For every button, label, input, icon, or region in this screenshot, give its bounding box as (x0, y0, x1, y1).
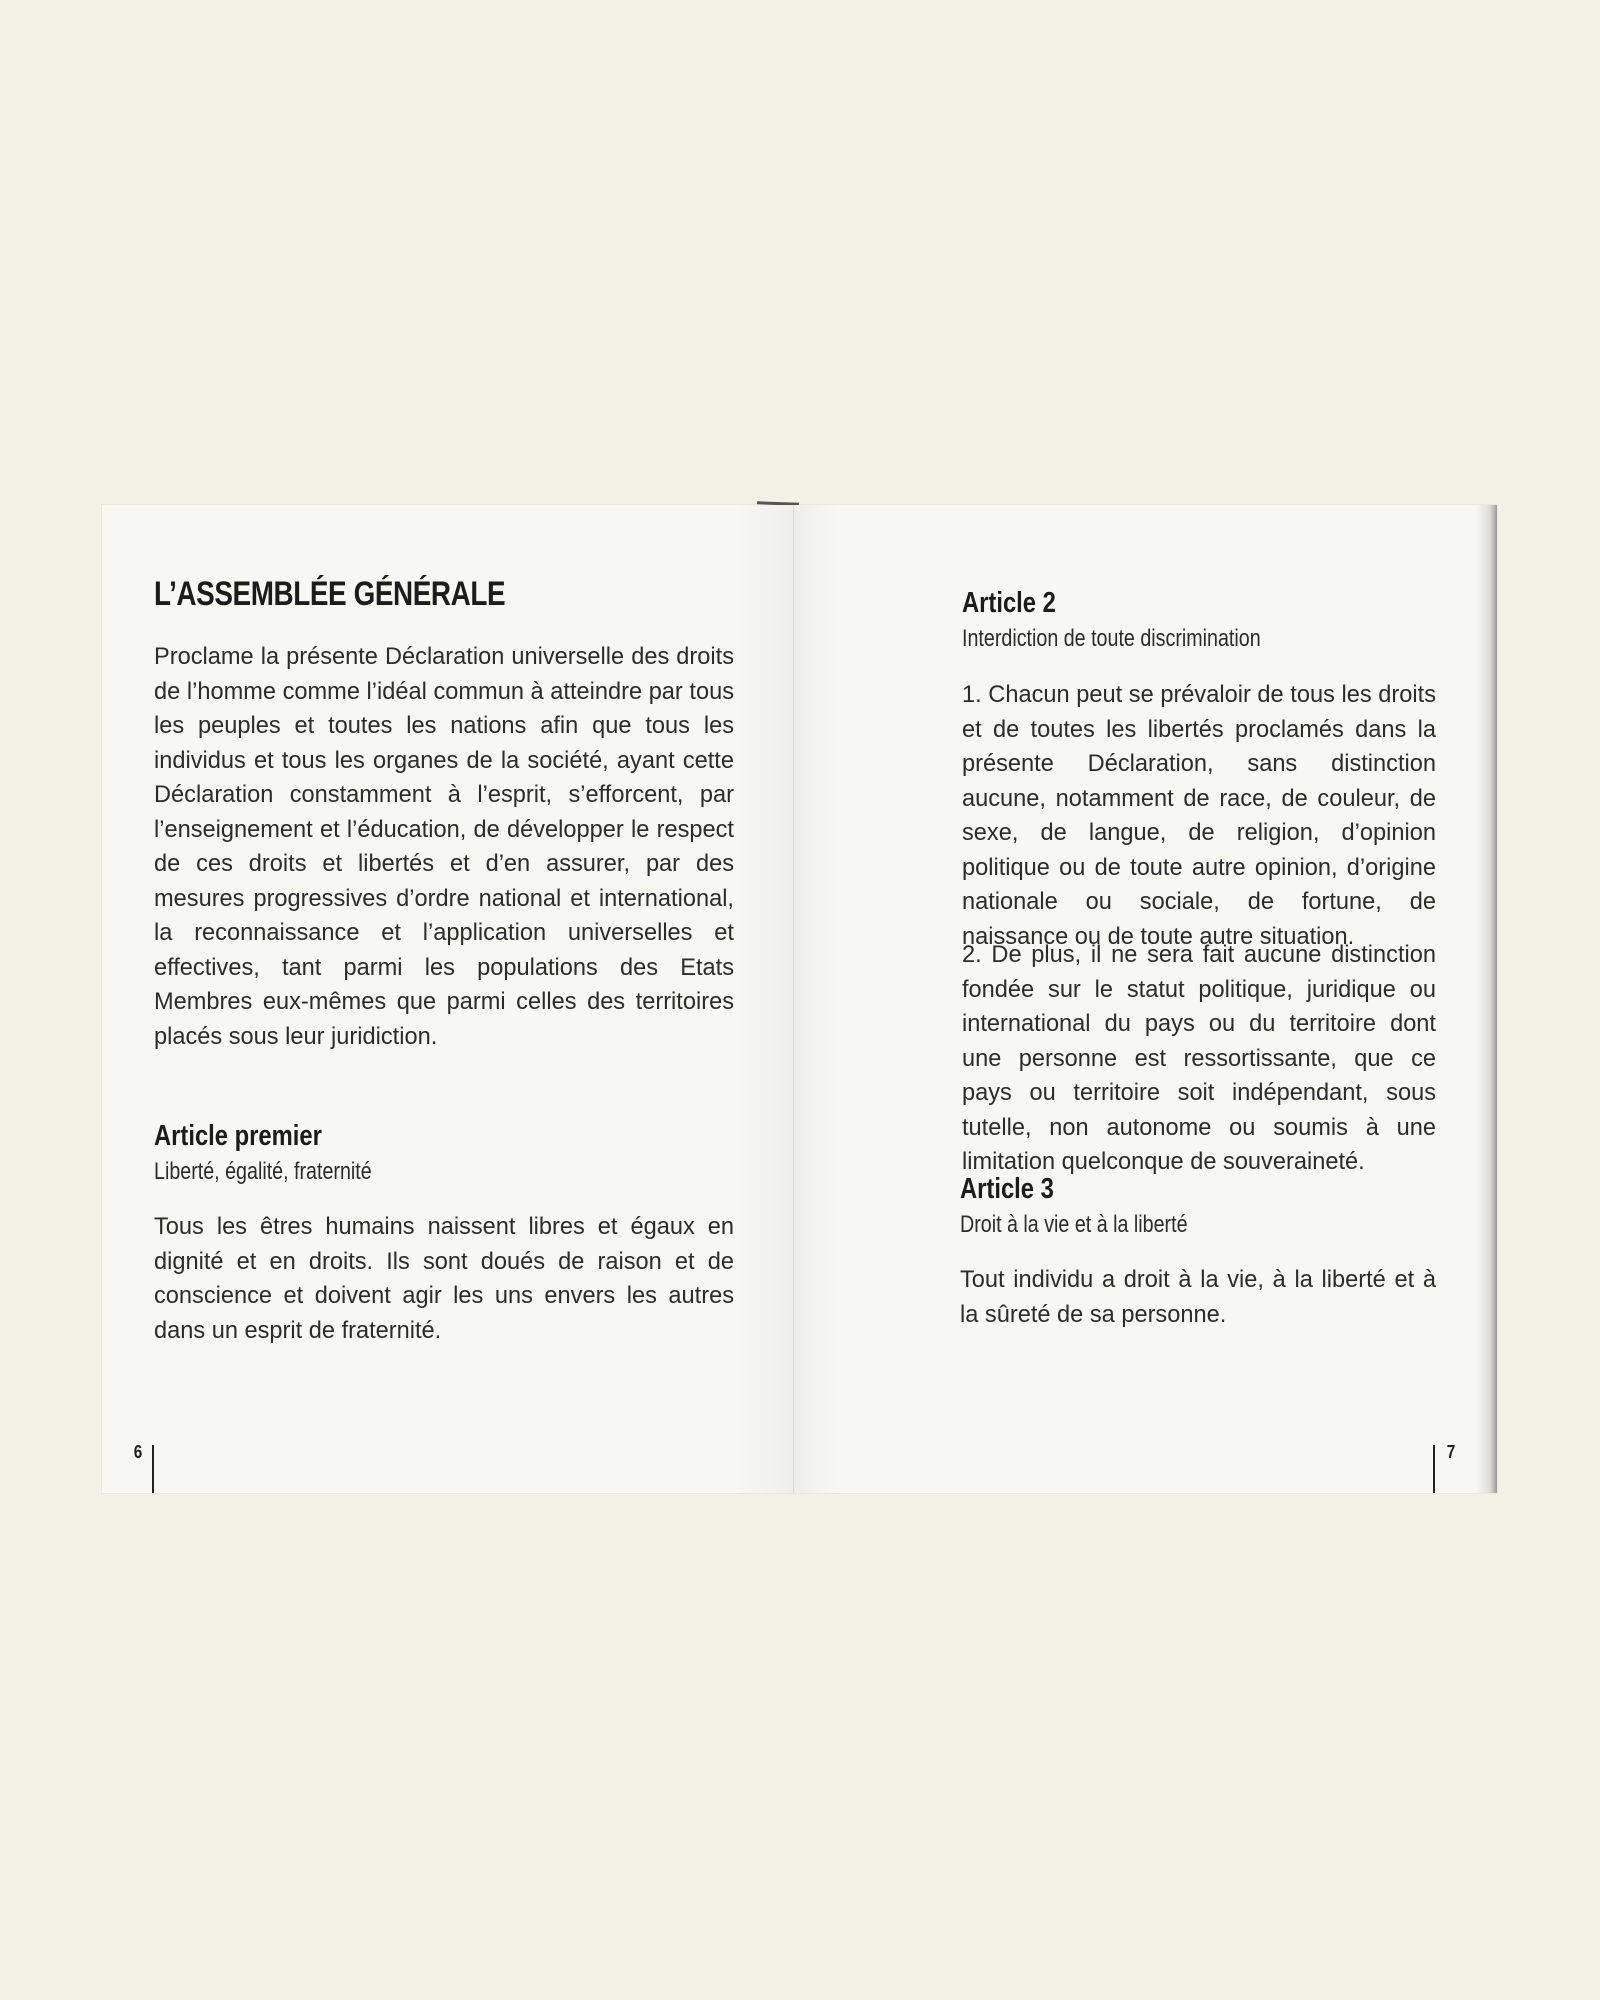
page-number-right: 7 (1446, 1442, 1456, 1462)
article-1-title: Article premier (154, 1120, 322, 1152)
page-rule-right (1433, 1445, 1435, 1493)
article-3-subtitle: Droit à la vie et à la liberté (960, 1211, 1188, 1238)
preamble-text: Proclame la présente Déclaration universelle des droits de l’homme comme l’idéal commun à atteindre par tous les peuples et toutes les nations afin que tous les individus et tous les organes de la société, ayant cette Déclaration constamment à l’esprit, s’efforcent, par l’enseignement et l’éducation, de développer le respect de ces droits et libertés et d’en assurer, par des mesures progressives d’ordre national et international, la reconnaissance et l’application universelles et effectives, tant parmi les populations des Etats Membres eux-mêmes que parmi celles des territoires placés sous leur juridiction. (154, 644, 734, 1050)
left-page (102, 505, 794, 1493)
booklet-spread (102, 505, 1497, 1493)
page-rule-left (152, 1445, 154, 1493)
article-1-text: Tous les êtres humains naissent libres et égaux en dignité et en droits. Ils sont doués de raison et de conscience et doivent agir les uns envers les autres dans un esprit de fraternité. (154, 1214, 734, 1344)
right-page (794, 505, 1497, 1493)
article-2-title: Article 2 (962, 587, 1056, 619)
page-heading: L’ASSEMBLÉE GÉNÉRALE (154, 575, 506, 613)
article-2-paragraph-2: 2. De plus, il ne sera fait aucune distinction fondée sur le statut politique, juridique ou international du pays ou du territoire dont une personne est ressortissante, que ce pays ou territoire soit indépendant, sous tutelle, non autonome ou soumis à une limitation quelconque de souveraineté. (962, 942, 1436, 1175)
article-2-subtitle: Interdiction de toute discrimination (962, 625, 1261, 652)
page-number-left: 6 (133, 1442, 143, 1462)
article-3-text: Tout individu a droit à la vie, à la liberté et à la sûreté de sa personne. (960, 1267, 1436, 1328)
article-3-title: Article 3 (960, 1173, 1054, 1205)
article-1-subtitle: Liberté, égalité, fraternité (154, 1158, 372, 1185)
article-2-paragraph-1: 1. Chacun peut se prévaloir de tous les droits et de toutes les libertés proclamés dans la présente Déclaration, sans distinction aucune, notamment de race, de couleur, de sexe, de langue, de religion, d’opinion politique ou de toute autre opinion, d’origine nationale ou sociale, de fortune, de naissance ou de toute autre situation. (962, 682, 1436, 950)
